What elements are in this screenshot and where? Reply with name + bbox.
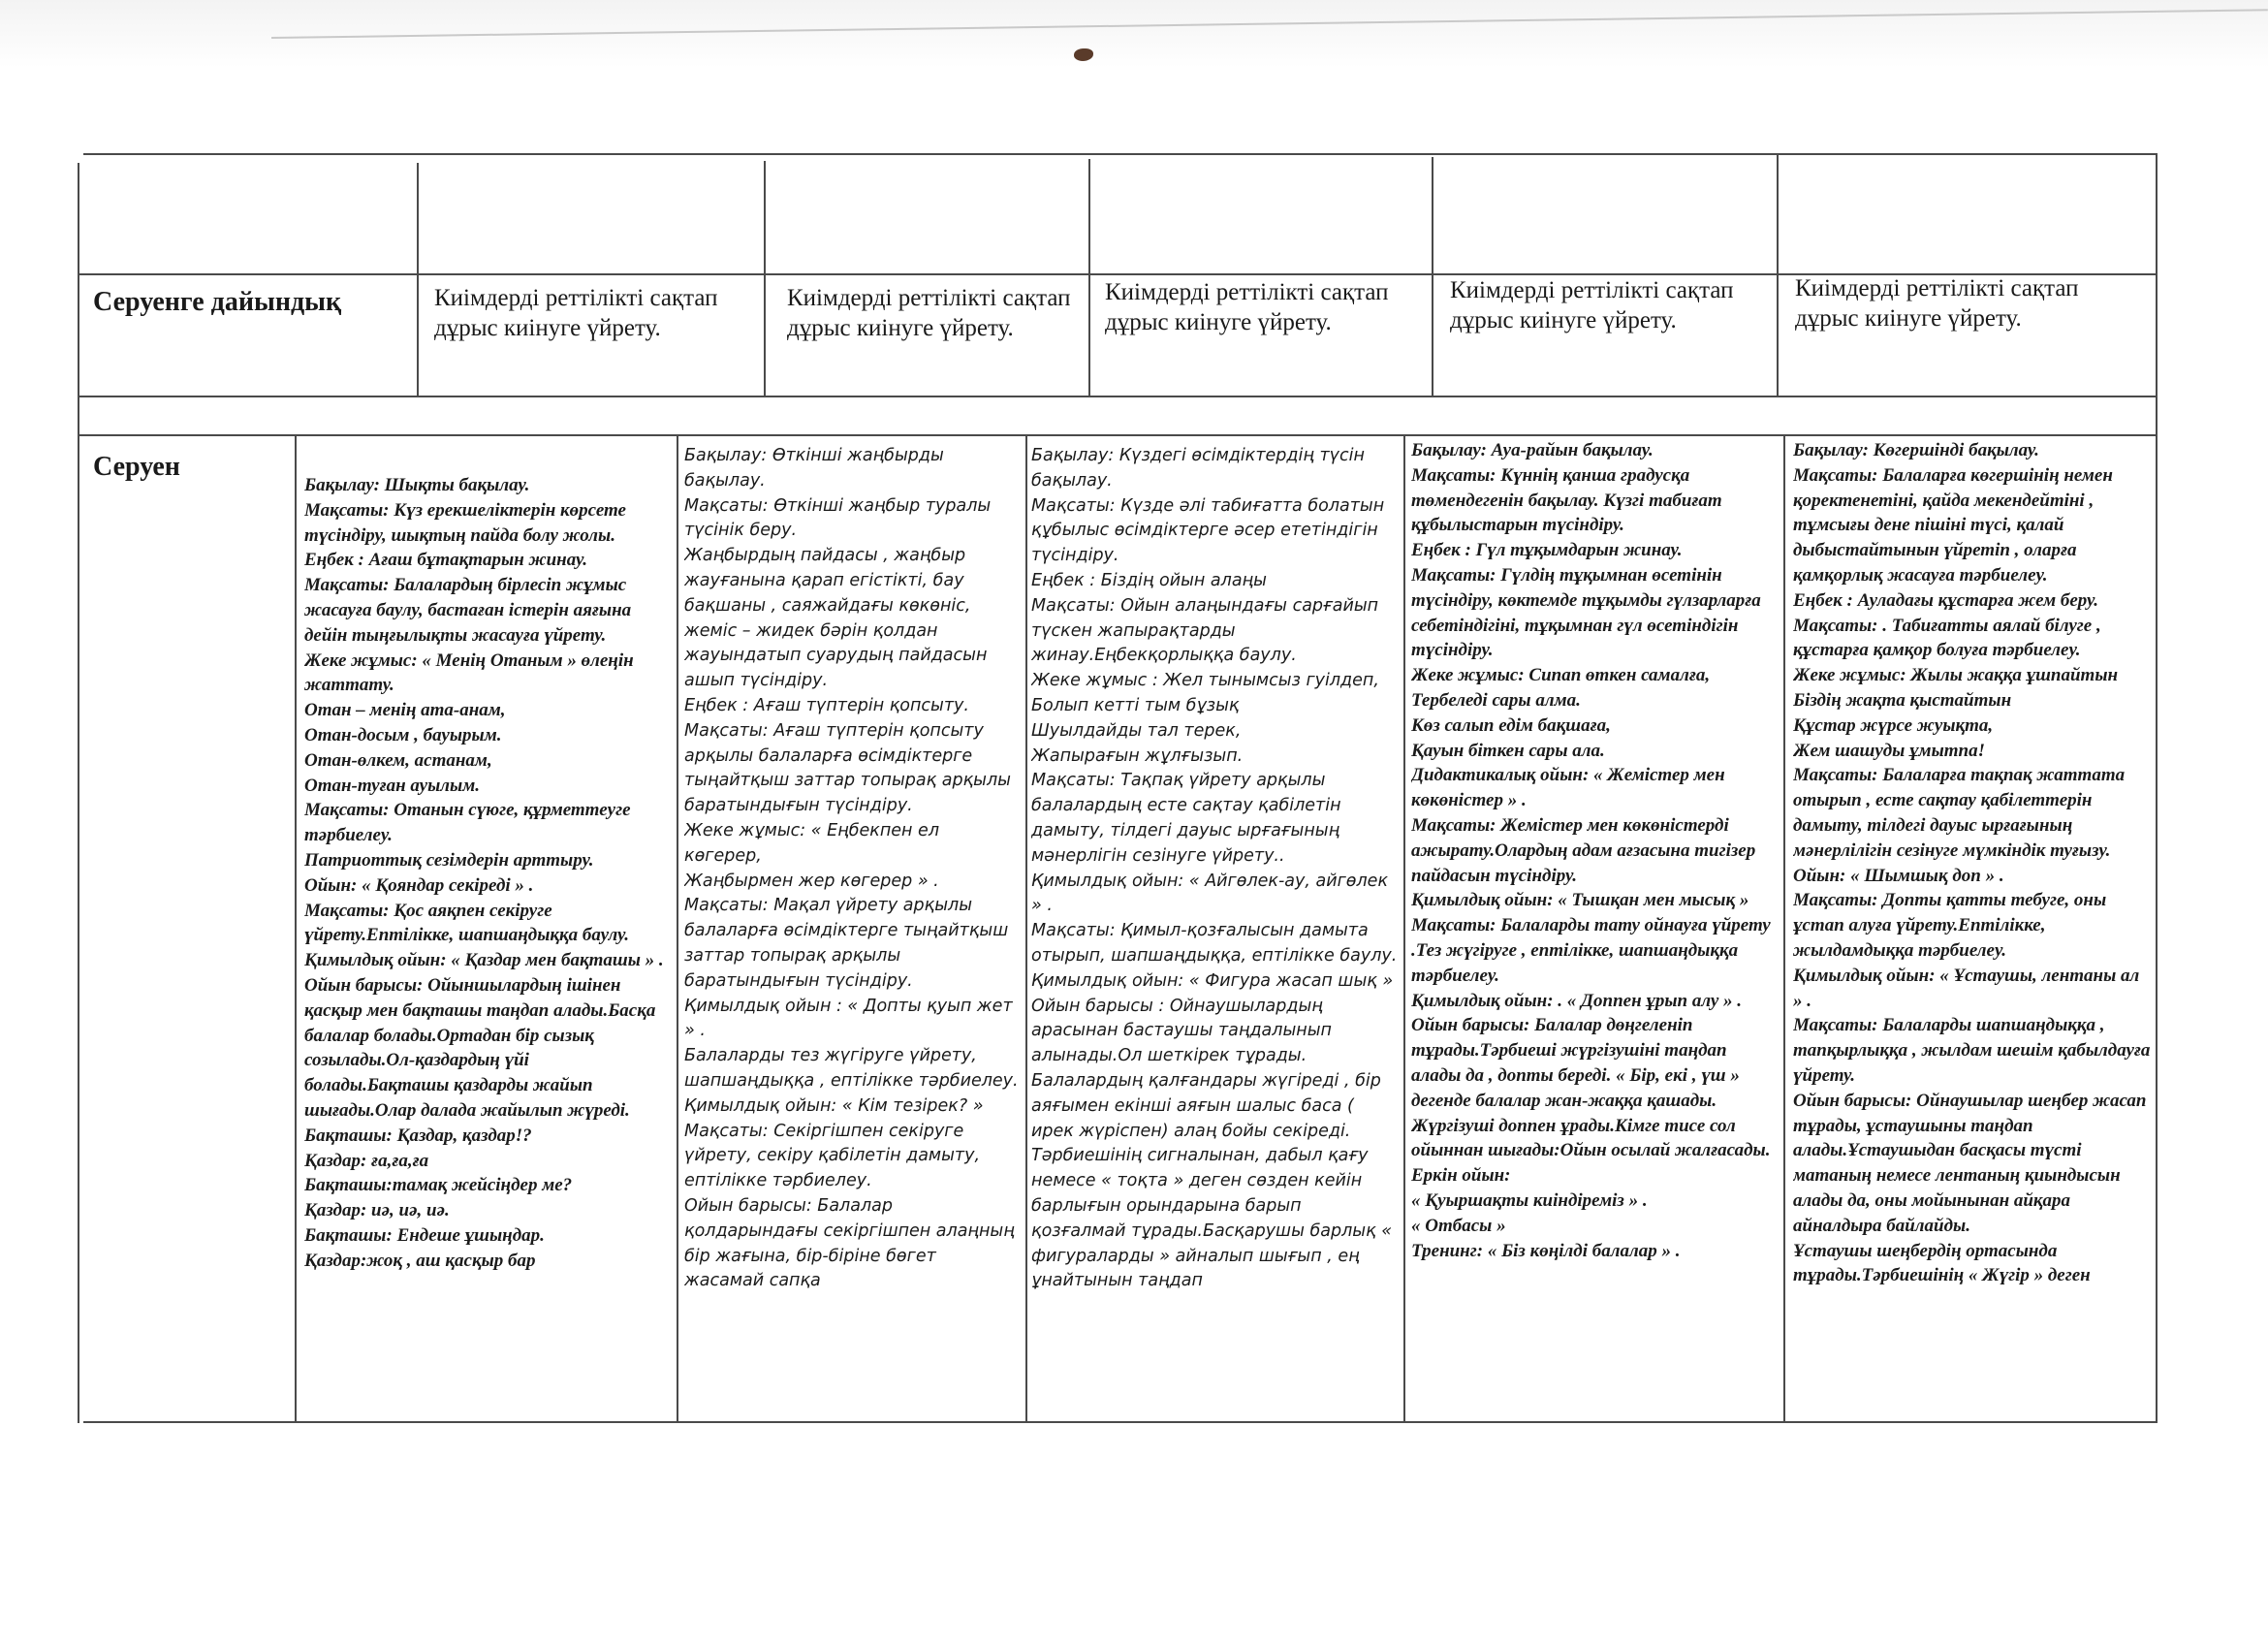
preparation-cell-5: Киімдерді реттілікті сақтап дұрыс киінуге үйрету. xyxy=(1795,275,2079,332)
walk-column-1: Бақылау: Шықты бақылау. Мақсаты: Күз ерекшеліктерін көрсете түсіндіру, шықтың пайда болу жолы. Еңбек : Ағаш бұтақтарын жинау. Мақсаты: Балалардың бірлесіп жұмыс жасауға баулу, бастаған істерін аяғына дейін тыңғылықты жасауға үйрету. Жеке жұмыс: « Менің Отаным » өлеңін жаттату. Отан – менің ата-анам, Отан-досым , бауырым. Отан-өлкем, астанам, Отан-туған ауылым. Мақсаты: Отанын сүюге, құрметтеуге тәрбиелеу. Патриоттық сезімдерін арттыру. Ойын: « Қояндар секіреді » . Мақсаты: Қос аяқпен секіруге үйрету.Ептілікке, шапшаңдыққа баулу. Қимылдық ойын: « Қаздар мен бақташы » . Ойын барысы: Ойыншылардың ішінен қасқыр мен бақташы таңдап алады.Басқа балалар болады.Ортадан бір сызық созылады.Ол-қаздардың үйі болады.Бақташы қаздарды жайып шығады.Олар далада жайылып жүреді. Бақташы: Қаздар, қаздар!? Қаздар: ға,ға,ға Бақташы:тамақ жейсіңдер ме? Қаздар: иә, иә, иә. Бақташы: Ендеше ұшыңдар. Қаздар:жоқ , аш қасқыр бар xyxy=(304,475,664,1271)
walk-column-3: Бақылау: Күздегі өсімдіктердің түсін бақылау. Мақсаты: Күзде әлі табиғатта болатын құбылыс өсімдіктерге әсер ететіндігін түсіндіру. Еңбек : Біздің ойын алаңы Мақсаты: Ойын алаңындағы сарғайып түскен жапырақтарды жинау.Еңбекқорлыққа баулу. Жеке жұмыс : Жел тынымсыз гуілдеп, Болып кетті тым бұзық Шуылдайды тал терек, Жапырағын жұлғызып. Мақсаты: Тақпақ үйрету арқылы балалардың есте сақтау қабілетін дамыту, тілдегі дауыс ырғағының мәнерлігін сезінуге үйрету.. Қимылдық ойын: « Айгөлек-ау, айгөлек » . Мақсаты: Қимыл-қозғалысын дамыта отырып, шапшаңдыққа, ептілікке баулу. Қимылдық ойын: « Фигура жасап шық » Ойын барысы : Ойнаушылардың арасынан бастаушы таңдалынып алынады.Ол шеткірек тұрады. Балалардың қалғандары жүгіреді , бір аяғымен екінші аяғын шалыс баса ( ирек жүріспен) алаң бойы секіреді. Тәрбиешінің сигналынан, дабыл қағу немесе « тоқта » деген сөзден кейін барлығын орындарына барып қозғалмай тұрады.Басқарушы барлық « фигураларды » айналып шығып , ең ұнайтынын таңдап xyxy=(1031,446,1398,1291)
walk-column-4: Бақылау: Ауа-райын бақылау. Мақсаты: Күннің қанша градусқа төмендегенін бақылау. Күзгі табиғат құбылыстарын түсіндіру. Еңбек : Гүл тұқымдарын жинау. Мақсаты: Гүлдің тұқымнан өсетінін түсіндіру, көктемде тұқымды гүлзарларға себетіндігіні, тұқымнан гүл өсетіндігін түсіндіру. Жеке жұмыс: Сипап өткен самалға, Тербеледі сары алма. Көз салып едім бақшаға, Қауын біткен сары ала. Дидактикалық ойын: « Жемістер мен көкөністер » . Мақсаты: Жемістер мен көкөністерді ажырату.Олардың адам ағзасына тигізер пайдасын түсіндіру. Қимылдық ойын: « Тышқан мен мысық » Мақсаты: Балаларды тату ойнауға үйрету .Тез жүгіруге , ептілікке, шапшаңдыққа тәрбиелеу. Қимылдық ойын: . « Доппен ұрып алу » . Ойын барысы: Балалар дөңгеленіп тұрады.Тәрбиеші жүргізушіні таңдап алады да , допты береді. « Бір, екі , үш » дегенде балалар жан-жаққа қашады. Жүргізуші доппен ұрады.Кімге тисе сол ойыннан шығады:Ойын осылай жалғасады. Еркін ойын: « Қуыршақты киіндіреміз » . « Отбасы » Тренинг: « Біз көңілді балалар » . xyxy=(1411,440,1771,1261)
preparation-cell-1: Киімдерді реттілікті сақтап дұрыс киінуге үйрету. xyxy=(434,285,718,341)
preparation-cell-2: Киімдерді реттілікті сақтап дұрыс киінуге үйрету. xyxy=(787,285,1071,341)
preparation-cell-4: Киімдерді реттілікті сақтап дұрыс киінуге үйрету. xyxy=(1450,277,1734,333)
walk-column-5: Бақылау: Көгершінді бақылау. Мақсаты: Балаларға көгершінің немен қоректенетіні, қайда мекендейтіні , тұмсығы дене пішіні түсі, қалай дыбыстайтынын үйретіп , оларға қамқорлық жасауға тәрбиелеу. Еңбек : Ауладағы құстарға жем беру. Мақсаты: . Табиғатты аялай білуге , құстарға қамқор болуға тәрбиелеу. Жеке жұмыс: Жылы жаққа ұшпайтын Біздің жақта қыстайтын Құстар жүрсе жуықта, Жем шашуды ұмытпа! Мақсаты: Балаларға тақпақ жаттата отырып , есте сақтау қабілеттерін дамыту, тілдегі дауыс ырғағының мәнерлілігін сезінуге мүмкіндік туғызу. Ойын: « Шымшық доп » . Мақсаты: Допты қатты тебуге, оны ұстап алуға үйрету.Ептілікке, жылдамдыққа тәрбиелеу. Қимылдық ойын: « Ұстаушы, лентаны ал » . Мақсаты: Балаларды шапшаңдыққа , тапқырлыққа , жылдам шешім қабылдауға үйрету. Ойын барысы: Ойнаушылар шеңбер жасап тұрады, ұстаушыны таңдап алады.Ұстаушыдан басқасы түсті матаның немесе лентаның қиындысын алады да, оны мойынынан айқара айналдыра байлайды. Ұстаушы шеңбердің ортасында тұрады.Тәрбиешінің « Жүгір » деген xyxy=(1793,440,2151,1286)
row-label-preparation: Серуенге дайындық xyxy=(93,287,342,317)
row-label-walk: Серуен xyxy=(93,452,180,482)
preparation-cell-3: Киімдерді реттілікті сақтап дұрыс киінуге үйрету. xyxy=(1105,279,1389,335)
walk-column-2: Бақылау: Өткінші жаңбырды бақылау. Мақсаты: Өткінші жаңбыр туралы түсінік беру. Жаңбырдың пайдасы , жаңбыр жауғанына қарап егістікті, бау бақшаны , саяжайдағы көкөніс, жеміс – жидек бәрін қолдан жауындатып суарудың пайдасын ашып түсіндіру. Еңбек : Ағаш түптерін қопсыту. Мақсаты: Ағаш түптерін қопсыту арқылы балаларға өсімдіктерге тыңайтқыш заттар топырақ арқылы баратындығын түсіндіру. Жеке жұмыс: « Еңбекпен ел көгерер, Жаңбырмен жер көгерер » . Мақсаты: Мақал үйрету арқылы балаларға өсімдіктерге тыңайтқыш заттар топырақ арқылы баратындығын түсіндіру. Қимылдық ойын : « Допты қуып жет » . Балаларды тез жүгіруге үйрету, шапшаңдыққа , ептілікке тәрбиелеу. Қимылдық ойын: « Кім тезірек? » Мақсаты: Секіргішпен секіруге үйрету, секіру қабілетін дамыту, ептілікке тәрбиелеу. Ойын барысы: Балалар қолдарындағы секіргішпен алаңның бір жағына, бір-біріне бөгет жасамай сапқа xyxy=(684,446,1019,1291)
